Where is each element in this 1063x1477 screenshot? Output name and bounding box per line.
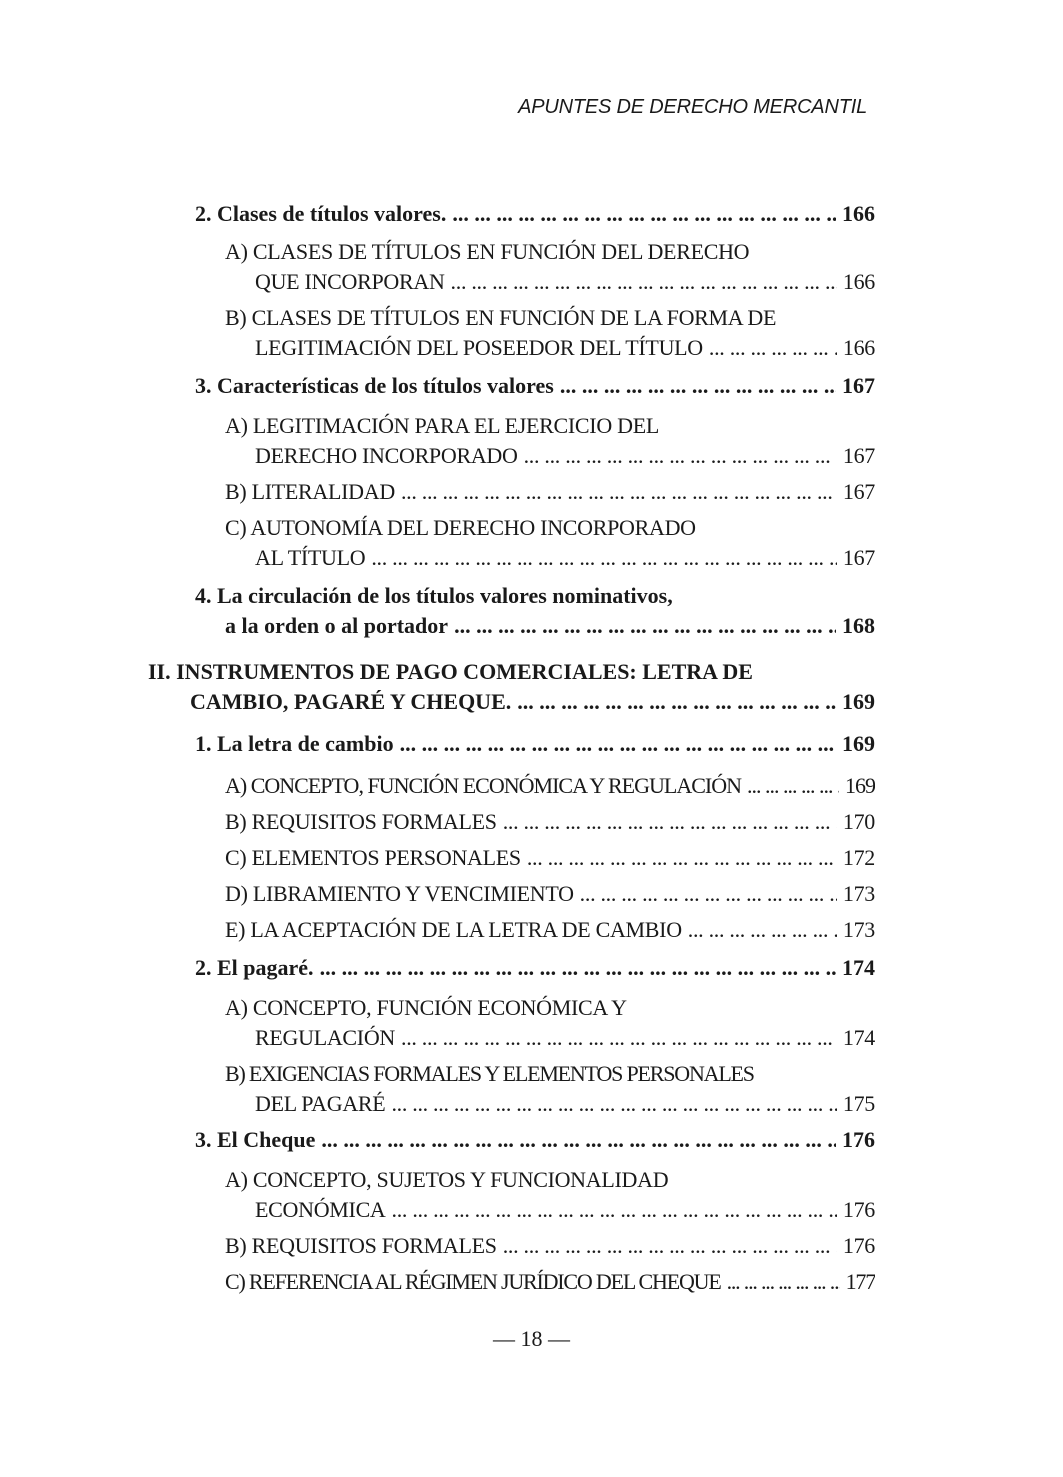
toc-entry-title: 3. Características de los títulos valores xyxy=(195,373,554,398)
dot-leader xyxy=(503,1232,837,1260)
dot-leader xyxy=(560,372,836,400)
toc-entry-title: C) REFERENCIA AL RÉGIMEN JURÍDICO DEL CHEQUE xyxy=(225,1269,721,1294)
dot-leader xyxy=(320,954,836,982)
toc-page-number: 176 xyxy=(842,1233,875,1258)
toc-entry-title: A) CONCEPTO, FUNCIÓN ECONÓMICA Y REGULACIÓN xyxy=(225,773,741,798)
toc-page-number: 167 xyxy=(842,373,875,398)
toc-entry-continuation xyxy=(255,1024,875,1052)
toc-page-number: 169 xyxy=(845,773,875,798)
toc-entry xyxy=(225,1232,875,1260)
toc-page-number: 166 xyxy=(842,335,875,360)
dot-leader xyxy=(452,200,836,228)
dot-leader xyxy=(401,478,837,506)
toc-entry-title: A) LEGITIMACIÓN PARA EL EJERCICIO DEL xyxy=(225,413,659,438)
toc-page-number: 167 xyxy=(842,479,875,504)
dot-leader xyxy=(391,1090,836,1118)
toc-entry-title: 1. La letra de cambio xyxy=(195,731,394,756)
toc-page-number: 175 xyxy=(842,1091,875,1116)
toc-page-number: 167 xyxy=(842,443,875,468)
toc-entry xyxy=(195,954,875,982)
toc-entry-title: E) LA ACEPTACIÓN DE LA LETRA DE CAMBIO xyxy=(225,917,682,942)
toc-entry xyxy=(225,304,875,332)
toc-entry xyxy=(225,238,875,266)
toc-entry-title: D) LIBRAMIENTO Y VENCIMIENTO xyxy=(225,881,574,906)
toc-page-number: 169 xyxy=(842,689,875,714)
toc-entry xyxy=(195,372,875,400)
toc-page-number: 166 xyxy=(842,201,875,226)
toc-entry-title: LEGITIMACIÓN DEL POSEEDOR DEL TÍTULO xyxy=(255,335,703,360)
toc-entry xyxy=(225,844,875,872)
toc-page-number: 174 xyxy=(842,955,875,980)
toc-page-number: 170 xyxy=(842,809,875,834)
toc-entry-continuation xyxy=(255,1090,875,1118)
toc-page-number: 173 xyxy=(842,917,875,942)
toc-page-number: 166 xyxy=(842,269,875,294)
toc-entry-continuation xyxy=(255,268,875,296)
toc-entry-continuation xyxy=(225,612,875,640)
toc-entry xyxy=(195,1126,875,1154)
toc-entry-title: ECONÓMICA xyxy=(255,1197,386,1222)
toc-entry-title: B) EXIGENCIAS FORMALES Y ELEMENTOS PERSONALES xyxy=(225,1061,754,1086)
toc-entry-title: B) CLASES DE TÍTULOS EN FUNCIÓN DE LA FORMA DE xyxy=(225,305,777,330)
toc-page-number: 167 xyxy=(842,545,875,570)
toc-entry xyxy=(225,1166,875,1194)
dot-leader xyxy=(527,844,837,872)
toc-entry xyxy=(225,880,875,908)
dot-leader xyxy=(747,772,839,800)
toc-entry xyxy=(225,808,875,836)
toc-entry-continuation xyxy=(255,544,875,572)
toc-entry-title: A) CONCEPTO, FUNCIÓN ECONÓMICA Y xyxy=(225,995,627,1020)
toc-page-number: 177 xyxy=(845,1269,875,1294)
toc-page-number: 176 xyxy=(842,1127,875,1152)
dot-leader xyxy=(580,880,837,908)
toc-entry-title: DERECHO INCORPORADO xyxy=(255,443,518,468)
toc-page-number: 168 xyxy=(842,613,875,638)
toc-entry-title: 2. Clases de títulos valores. xyxy=(195,201,447,226)
toc-entry xyxy=(225,772,875,800)
toc-entry xyxy=(225,412,875,440)
toc-entry-title: DEL PAGARÉ xyxy=(255,1091,386,1116)
dot-leader xyxy=(727,1268,840,1296)
toc-entry-title: A) CLASES DE TÍTULOS EN FUNCIÓN DEL DERECHO xyxy=(225,239,750,264)
running-header: APUNTES DE DERECHO MERCANTIL xyxy=(518,96,867,118)
toc-entry xyxy=(195,730,875,758)
dot-leader xyxy=(688,916,837,944)
toc-page-number: 173 xyxy=(842,881,875,906)
dot-leader xyxy=(321,1126,836,1154)
toc-entry xyxy=(225,478,875,506)
toc-entry-title: a la orden o al portador xyxy=(225,613,449,638)
toc-entry-title: C) AUTONOMÍA DEL DERECHO INCORPORADO xyxy=(225,515,696,540)
toc-entry-title: QUE INCORPORAN xyxy=(255,269,445,294)
toc-entry-title: AL TÍTULO xyxy=(255,545,366,570)
dot-leader xyxy=(401,1024,837,1052)
toc-entry-title: 4. La circulación de los títulos valores nominativos, xyxy=(195,583,673,608)
toc-entry xyxy=(225,1268,875,1296)
dot-leader xyxy=(517,688,836,716)
dot-leader xyxy=(400,730,836,758)
toc-entry-continuation xyxy=(255,442,875,470)
toc-entry-title: II. INSTRUMENTOS DE PAGO COMERCIALES: LETRA DE xyxy=(148,659,753,684)
toc-entry xyxy=(195,582,875,610)
dot-leader xyxy=(371,544,837,572)
dot-leader xyxy=(454,612,836,640)
toc-entry-title: REGULACIÓN xyxy=(255,1025,395,1050)
dot-leader xyxy=(524,442,837,470)
toc-entry xyxy=(195,200,875,228)
dot-leader xyxy=(451,268,837,296)
page-number: — 18 — xyxy=(493,1326,570,1351)
toc-page-number: 172 xyxy=(842,845,875,870)
toc-entry xyxy=(225,1060,875,1088)
dot-leader xyxy=(709,334,837,362)
toc-page-number: 176 xyxy=(842,1197,875,1222)
toc-entry-title: A) CONCEPTO, SUJETOS Y FUNCIONALIDAD xyxy=(225,1167,669,1192)
toc-entry-title: B) REQUISITOS FORMALES xyxy=(225,1233,497,1258)
toc-entry xyxy=(225,916,875,944)
toc-entry-title: CAMBIO, PAGARÉ Y CHEQUE. xyxy=(190,689,512,714)
dot-leader xyxy=(503,808,837,836)
toc-entry-title: 2. El pagaré. xyxy=(195,955,314,980)
toc-page-number: 169 xyxy=(842,731,875,756)
toc-entry-title: C) ELEMENTOS PERSONALES xyxy=(225,845,521,870)
toc-entry-continuation xyxy=(255,334,875,362)
toc-entry xyxy=(225,514,875,542)
toc-entry-continuation xyxy=(190,688,875,716)
toc-entry xyxy=(225,994,875,1022)
toc-page-number: 174 xyxy=(842,1025,875,1050)
toc-entry-title: B) REQUISITOS FORMALES xyxy=(225,809,497,834)
toc-entry-title: B) LITERALIDAD xyxy=(225,479,395,504)
dot-leader xyxy=(392,1196,837,1224)
toc-chapter-heading xyxy=(148,658,875,686)
toc-entry-title: 3. El Cheque xyxy=(195,1127,316,1152)
toc-entry-continuation xyxy=(255,1196,875,1224)
